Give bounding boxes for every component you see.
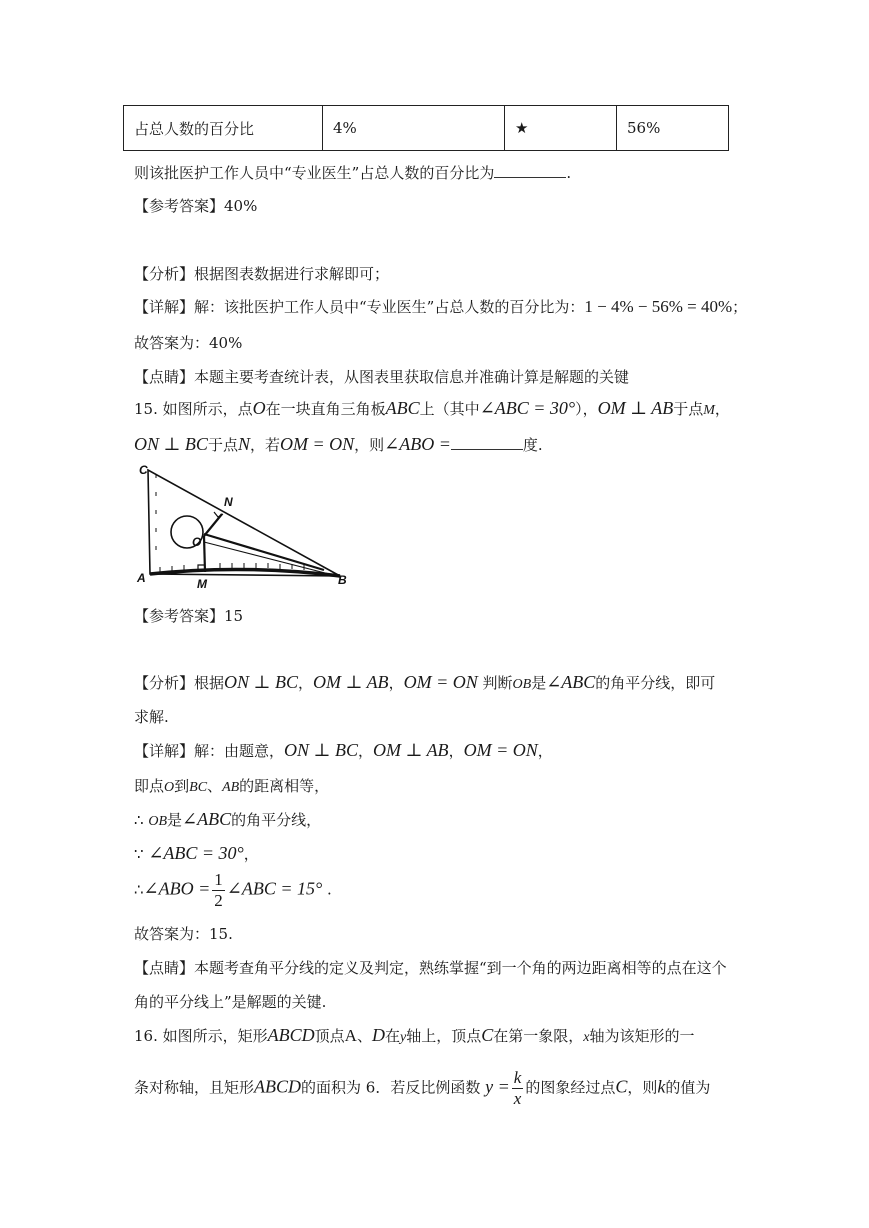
segment-on — [204, 514, 222, 536]
table-row-label: 占总人数的百分比 — [124, 106, 323, 151]
label-c: C — [139, 463, 148, 477]
label-n: N — [224, 495, 233, 509]
q14-answer: 【参考答案】40% — [134, 197, 258, 215]
q16-line2: 条对称轴，且矩形ABCD的面积为 6．若反比例函数 y = $\frac{k}{x}$ 的图象经过点C，则k的值为 — [134, 1068, 711, 1108]
set-square-figure — [134, 462, 354, 592]
label-o: O — [192, 535, 202, 549]
q15-answer: 【参考答案】15 — [134, 607, 244, 625]
q15-bisector: ∴ OB是∠ABC的角平分线， — [134, 809, 322, 829]
label-b: B — [338, 573, 347, 587]
q15-analysis-2: 求解. — [134, 708, 169, 726]
inner-line — [204, 534, 324, 570]
right-angle-n — [214, 512, 223, 517]
q15-analysis: 【分析】根据ON ⊥ BC，OM ⊥ AB，OM = ON 判断OB是∠ABC的角平分线，即可 — [134, 672, 716, 692]
fraction: $\frac{1}{2}$ — [214, 870, 223, 910]
table-cell: 56% — [617, 106, 729, 151]
q15-line2: ON ⊥ BC于点N，若OM = ON，则∠ABO = 度. — [134, 434, 543, 454]
q14-detail: 【详解】解：该批医护工作人员中“专业医生”占总人数的百分比为：1 − 4% − 56% = 40%； — [134, 297, 748, 316]
q14-analysis: 【分析】根据图表数据进行求解即可； — [134, 265, 390, 283]
table-row — [124, 106, 729, 151]
q15-conclusion: 故答案为：15. — [134, 925, 233, 943]
q15-comment-1: 【点睛】本题考查角平分线的定义及判定，熟练掌握“到一个角的两边距离相等的点在这个 — [134, 959, 727, 977]
q15-comment-2: 角的平分线上”是解题的关键. — [134, 993, 327, 1011]
fraction-k-over-x: $\frac{k}{x}$ — [513, 1068, 522, 1108]
segment-om — [204, 536, 205, 572]
triangle-outline — [148, 470, 340, 576]
q14-conclusion: 故答案为：40% — [134, 334, 243, 352]
q15-line1: 15. 如图所示，点O在一块直角三角板ABC上（其中∠ABC = 30°），OM ⊥ AB于点M， — [134, 398, 730, 418]
table-cell: 4% — [323, 106, 505, 151]
q14-question: 则该批医护工作人员中“专业医生”占总人数的百分比为 . — [134, 164, 572, 182]
q15-distance: 即点O到BC、AB的距离相等， — [134, 777, 330, 795]
q15-given: ∵ ∠ABC = 30°， — [134, 843, 259, 863]
q15-detail: 【详解】解：由题意，ON ⊥ BC，OM ⊥ AB，OM = ON， — [134, 740, 553, 760]
stats-table — [123, 105, 729, 151]
label-a: A — [137, 571, 146, 585]
label-m: M — [197, 577, 207, 591]
q14-comment: 【点睛】本题主要考查统计表，从图表里获取信息并准确计算是解题的关键 — [134, 368, 630, 386]
table-cell-star: ★ — [505, 106, 617, 151]
q15-result: ∴∠ABO = $\frac{1}{2}$ ∠ABC = 15° . — [134, 870, 332, 910]
q16-line1: 16. 如图所示，矩形ABCD顶点A、D在y轴上，顶点C在第一象限，x轴为该矩形的一 — [134, 1025, 695, 1045]
answer-blank — [494, 177, 566, 178]
answer-blank — [451, 449, 523, 450]
